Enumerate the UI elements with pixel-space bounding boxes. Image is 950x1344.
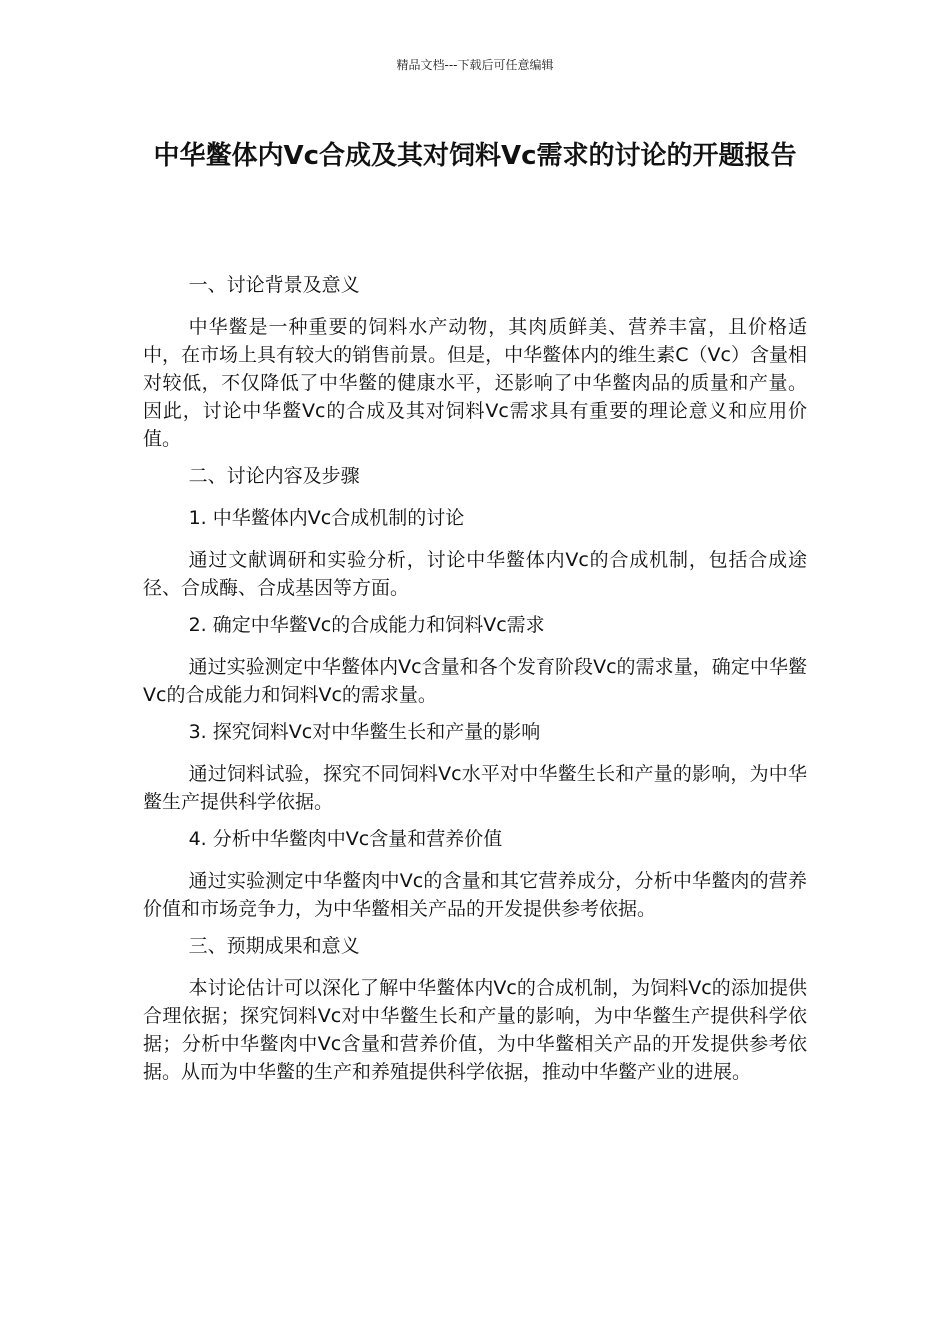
body-paragraph: 通过实验测定中华鳖体内Vc含量和各个发育阶段Vc的需求量，确定中华鳖Vc的合成能力和饲料Vc的需求量。 — [143, 656, 807, 706]
section-heading: 三、预期成果和意义 — [188, 935, 360, 957]
section-heading: 一、讨论背景及意义 — [188, 274, 360, 296]
subsection-heading: 3. 探究饲料Vc对中华鳖生长和产量的影响 — [188, 721, 541, 743]
subsection-heading: 4. 分析中华鳖肉中Vc含量和营养价值 — [188, 828, 503, 850]
page-header-note: 精品文档---下载后可任意编辑 — [396, 58, 554, 72]
section-heading: 二、讨论内容及步骤 — [188, 465, 360, 487]
body-paragraph: 通过饲料试验，探究不同饲料Vc水平对中华鳖生长和产量的影响，为中华鳖生产提供科学依据。 — [143, 763, 807, 813]
body-paragraph: 本讨论估计可以深化了解中华鳖体内Vc的合成机制，为饲料Vc的添加提供合理依据；探究饲料Vc对中华鳖生长和产量的影响，为中华鳖生产提供科学依据；分析中华鳖肉中Vc含量和营养价值，为中华鳖相关产品的开发提供参考依据。从而为中华鳖的生产和养殖提供科学依据，推动中华鳖产业的进展。 — [143, 977, 807, 1083]
body-paragraph: 中华鳖是一种重要的饲料水产动物，其肉质鲜美、营养丰富，且价格适中，在市场上具有较大的销售前景。但是，中华鳖体内的维生素C（Vc）含量相对较低，不仅降低了中华鳖的健康水平，还影响了中华鳖肉品的质量和产量。因此，讨论中华鳖Vc的合成及其对饲料Vc需求具有重要的理论意义和应用价值。 — [143, 316, 807, 450]
body-paragraph: 通过文献调研和实验分析，讨论中华鳖体内Vc的合成机制，包括合成途径、合成酶、合成基因等方面。 — [143, 549, 807, 599]
document-body — [143, 271, 807, 1095]
body-paragraph: 通过实验测定中华鳖肉中Vc的含量和其它营养成分，分析中华鳖肉的营养价值和市场竞争力，为中华鳖相关产品的开发提供参考依据。 — [143, 870, 807, 920]
document-title: 中华鳖体内Vc合成及其对饲料Vc需求的讨论的开题报告 — [153, 141, 797, 171]
subsection-heading: 1. 中华鳖体内Vc合成机制的讨论 — [188, 507, 465, 529]
subsection-heading: 2. 确定中华鳖Vc的合成能力和饲料Vc需求 — [188, 614, 545, 636]
